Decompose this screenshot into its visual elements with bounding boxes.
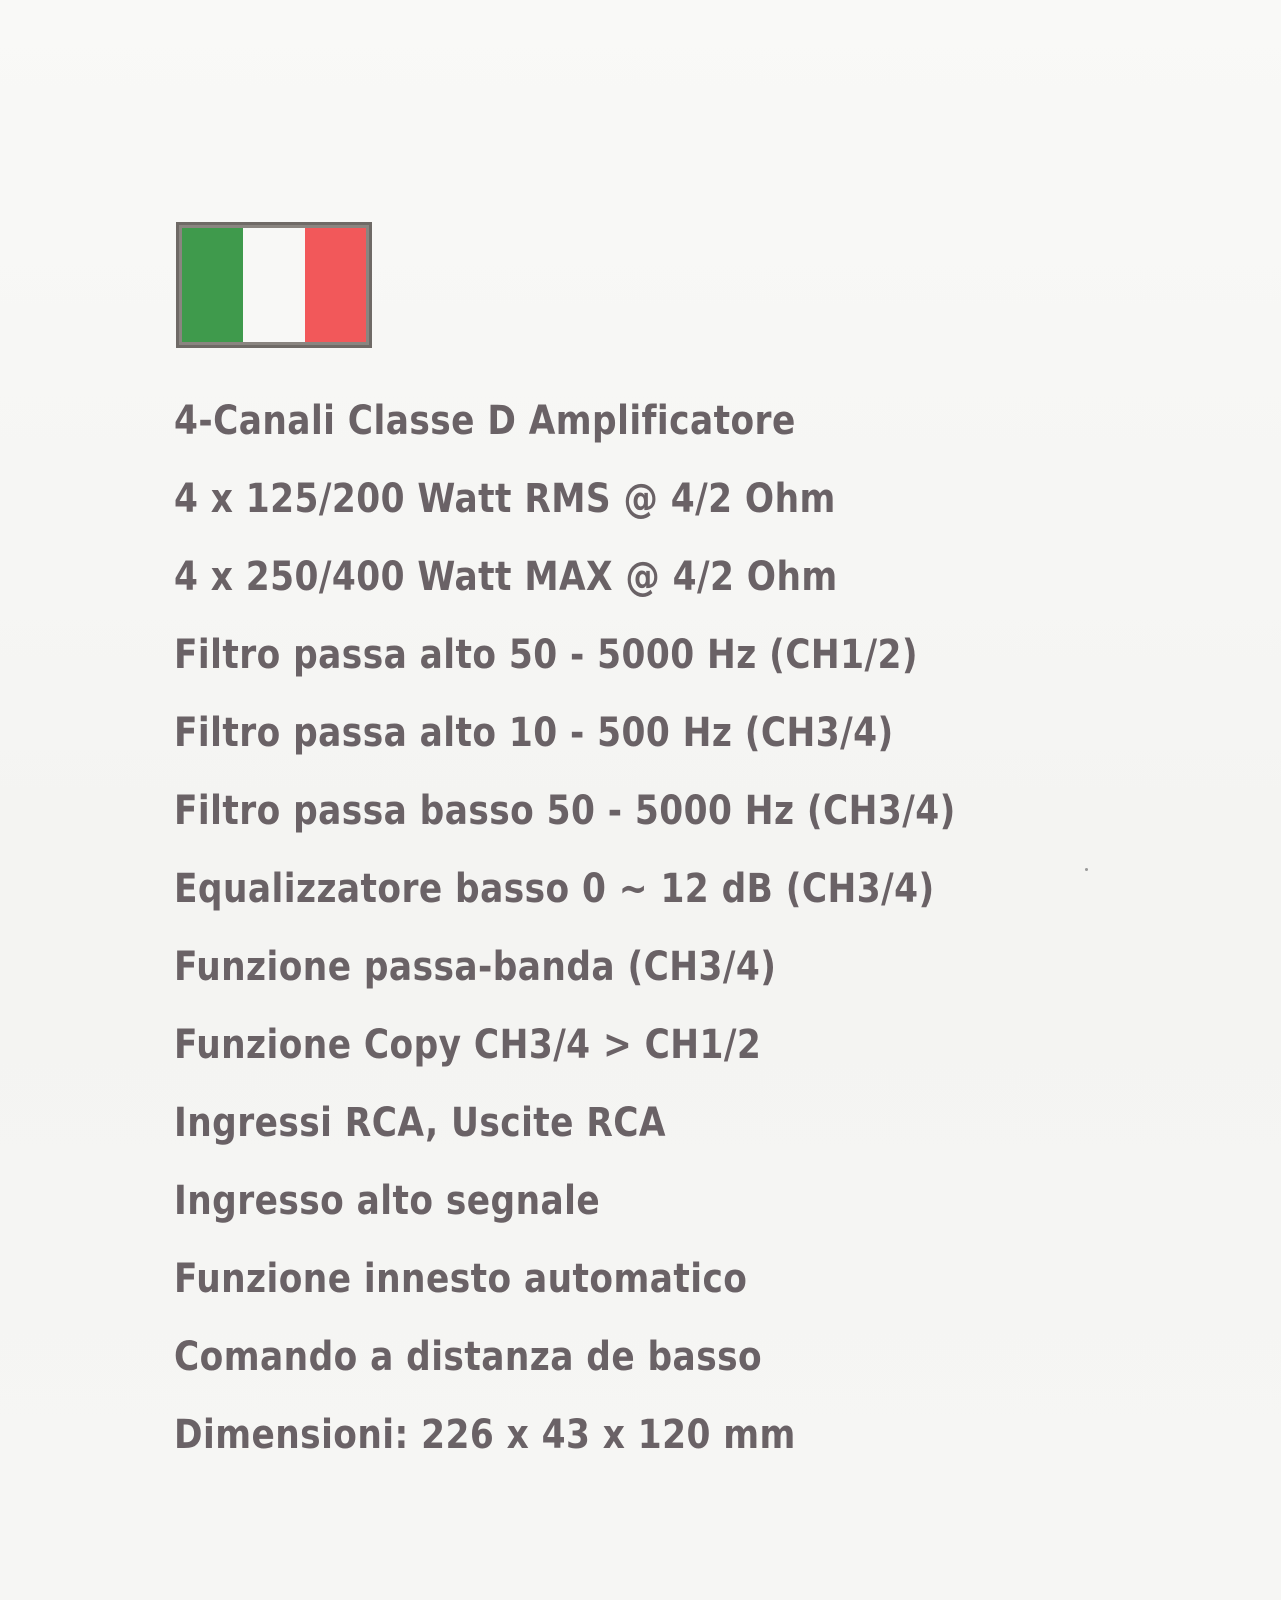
spec-line: Dimensioni: 226 x 43 x 120 mm	[174, 1412, 796, 1458]
spec-line: Equalizzatore basso 0 ~ 12 dB (CH3/4)	[174, 866, 935, 912]
italian-flag-icon	[176, 222, 372, 348]
spec-line: 4 x 125/200 Watt RMS @ 4/2 Ohm	[174, 476, 836, 522]
spec-line: 4-Canali Classe D Amplificatore	[174, 398, 796, 444]
spec-line: 4 x 250/400 Watt MAX @ 4/2 Ohm	[174, 554, 838, 600]
spec-line: Comando a distanza de basso	[174, 1334, 763, 1380]
spec-line: Ingressi RCA, Uscite RCA	[174, 1100, 666, 1146]
spec-line: Funzione passa-banda (CH3/4)	[174, 944, 777, 990]
flag-stripe-white	[243, 228, 304, 342]
flag-stripe-green	[182, 228, 243, 342]
spec-list	[174, 382, 1083, 1474]
flag-stripe-red	[305, 228, 366, 342]
spec-line: Filtro passa alto 50 - 5000 Hz (CH1/2)	[174, 632, 919, 678]
spec-line: Funzione innesto automatico	[174, 1256, 748, 1302]
spec-line: Filtro passa alto 10 - 500 Hz (CH3/4)	[174, 710, 894, 756]
spec-line: Funzione Copy CH3/4 > CH1/2	[174, 1022, 762, 1068]
spec-line: Ingresso alto segnale	[174, 1178, 601, 1224]
paper-speck	[1085, 868, 1088, 871]
spec-line: Filtro passa basso 50 - 5000 Hz (CH3/4)	[174, 788, 956, 834]
